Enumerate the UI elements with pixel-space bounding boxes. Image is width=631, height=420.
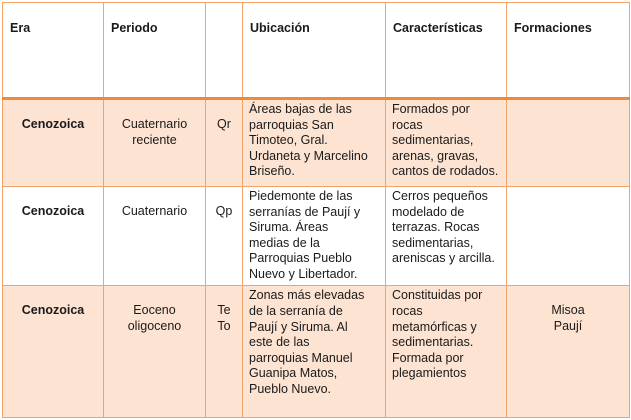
cell-ubicacion-line: Áreas bajas de las (249, 102, 352, 116)
cell-codigo-line: Qp (215, 204, 233, 219)
cell-formaciones (507, 99, 630, 187)
cell-codigo (206, 99, 243, 187)
cell-caracteristicas-line: modelado de (392, 204, 465, 219)
cell-era: Cenozoica (3, 187, 104, 286)
cell-ubicacion-line: Timoteo, Gral. (249, 133, 328, 148)
header-caracteristicas: Características (386, 3, 507, 99)
cell-ubicacion-line: Briseño. (249, 164, 295, 179)
cell-caracteristicas-line: Formados por (392, 102, 470, 116)
cell-ubicacion-line: Guanipa Matos, (249, 366, 338, 381)
cell-caracteristicas (386, 286, 507, 418)
cell-formaciones-line: Misoa (551, 303, 585, 318)
cell-caracteristicas-line: areniscas y arcilla. (392, 251, 495, 266)
cell-formaciones (507, 286, 630, 418)
cell-caracteristicas-line: sedimentarias. (392, 335, 474, 350)
cell-codigo-line: To (217, 318, 231, 333)
header-row (3, 3, 630, 99)
cell-caracteristicas-line: cantos de rodados. (392, 164, 499, 179)
cell-era: Cenozoica (3, 99, 104, 187)
cell-periodo (104, 286, 206, 418)
cell-ubicacion-line: Parroquias Pueblo (249, 251, 352, 266)
table-row (3, 286, 630, 418)
cell-ubicacion-line: parroquias Manuel (249, 350, 353, 365)
cell-codigo-line: Qr (217, 117, 231, 131)
cell-ubicacion-line: Piedemonte de las (249, 189, 353, 204)
cell-ubicacion (243, 99, 386, 187)
cell-periodo-line: Eoceno (133, 303, 176, 318)
cell-caracteristicas-line: Constituidas por (392, 288, 483, 303)
cell-periodo (104, 187, 206, 286)
cell-formaciones (507, 187, 630, 286)
cell-caracteristicas-line: rocas (392, 117, 423, 132)
cell-ubicacion-line: Urdaneta y Marcelino (249, 148, 368, 163)
cell-caracteristicas-line: metamórficas y (392, 319, 477, 334)
cell-ubicacion-line: Nuevo y Libertador. (249, 267, 358, 282)
cell-caracteristicas (386, 187, 507, 286)
cell-caracteristicas-line: Formada por (392, 350, 464, 365)
cell-era: Cenozoica (3, 286, 104, 418)
header-era: Era (3, 3, 104, 99)
cell-ubicacion-line: Siruma. Áreas (249, 220, 329, 235)
cell-ubicacion-line: Paují y Siruma. Al (249, 319, 348, 334)
cell-ubicacion-line: de la serranía de (249, 303, 343, 318)
cell-ubicacion-line: parroquias San (249, 117, 334, 132)
geology-table (2, 2, 630, 418)
cell-codigo-line: Te (217, 303, 231, 318)
cell-ubicacion-line: Pueblo Nuevo. (249, 381, 332, 396)
table-row (3, 187, 630, 286)
cell-caracteristicas-line: sedimentarias, (392, 235, 474, 250)
cell-ubicacion-line: Zonas más elevadas (249, 288, 365, 303)
cell-caracteristicas-line: terrazas. Rocas (392, 220, 480, 235)
cell-ubicacion (243, 187, 386, 286)
cell-caracteristicas-line: Cerros pequeños (392, 189, 488, 204)
table-row (3, 99, 630, 187)
header-formaciones: Formaciones (507, 3, 630, 99)
cell-caracteristicas-line: rocas (392, 303, 423, 318)
cell-caracteristicas-line: sedimentarias, (392, 133, 474, 148)
cell-codigo (206, 187, 243, 286)
cell-periodo-line: oligoceno (127, 318, 182, 333)
cell-ubicacion-line: medias de la (249, 235, 320, 250)
cell-periodo-line: reciente (132, 132, 177, 147)
cell-periodo-line: Cuaternario (121, 204, 188, 219)
cell-caracteristicas-line: plegamientos (392, 366, 467, 381)
cell-periodo (104, 99, 206, 187)
header-codigo (206, 3, 243, 99)
cell-formaciones-line: Paují (553, 318, 583, 333)
cell-ubicacion-line: serranías de Paují y (249, 204, 361, 219)
cell-ubicacion (243, 286, 386, 418)
cell-caracteristicas (386, 99, 507, 187)
cell-codigo (206, 286, 243, 418)
cell-ubicacion-line: este de las (249, 335, 310, 350)
header-periodo: Periodo (104, 3, 206, 99)
cell-periodo-line: Cuaternario (121, 117, 188, 131)
cell-caracteristicas-line: arenas, gravas, (392, 148, 479, 163)
header-ubicacion: Ubicación (243, 3, 386, 99)
